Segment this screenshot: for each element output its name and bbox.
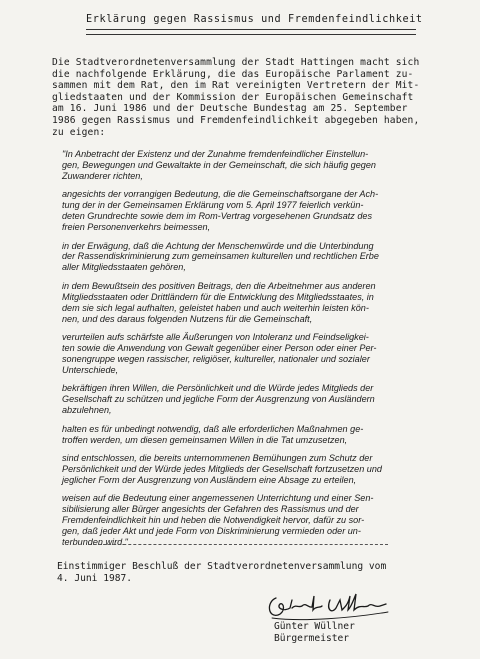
paragraph-line: sibilisierung aller Bürger angesichts der Gefahren des Rassismus und der <box>62 504 359 515</box>
dashed-separator <box>88 544 388 545</box>
declaration-paragraph <box>62 383 442 416</box>
paragraph-line: abzulehnen, <box>62 405 112 416</box>
paragraph-line: troffen werden, um diesen gemeinsamen Willen in die Tat umzusetzen, <box>62 434 348 445</box>
declaration-paragraph <box>62 453 442 486</box>
declaration-paragraph <box>62 493 442 548</box>
declaration-paragraph <box>62 189 442 233</box>
paragraph-line: angesichts der vorrangigen Bedeutung, die die Gemeinschaftsorgane der Ach- <box>62 189 379 200</box>
paragraph-line: nen, und des daraus folgenden Nutzens für die Gemeinschaft, <box>62 313 313 324</box>
paragraph-line: terbunden wird." <box>62 536 128 547</box>
paragraph-line: gen, daß jeder Akt und jede Form von Diskriminierung vermieden oder un- <box>62 526 361 537</box>
declaration-paragraph <box>62 332 442 376</box>
paragraph-line: jeglicher Form der Ausgrenzung von Ausländern eine Absage zu erteilen, <box>62 474 357 485</box>
intro-line: Die Stadtverordnetenversammlung der Stadt Hattingen macht sich <box>52 57 420 68</box>
paragraph-line: gen, Bewegungen und Gewaltakte in der Gemeinschaft, die sich häufig gegen <box>62 159 376 170</box>
paragraph-line: Zuwanderer richten, <box>62 170 143 181</box>
intro-line: am 16. Juni 1986 und der Deutsche Bundestag am 25. September <box>52 103 408 115</box>
declaration-paragraph <box>62 241 442 274</box>
signer-block <box>274 621 355 644</box>
resolution-note <box>57 561 386 584</box>
paragraph-line: Gesellschaft zu schützen und jegliche Form der Ausgrenzung von Ausländern <box>62 394 375 405</box>
intro-line: sammen mit dem Rat, den im Rat vereinigten Vertretern der Mit- <box>52 80 420 92</box>
paragraph-line: weisen auf die Bedeutung einer angemessenen Unterrichtung und einer Sen- <box>62 493 374 504</box>
title-double-rule <box>86 29 416 35</box>
paragraph-line: halten es für unbedingt notwendig, daß alle erforderlichen Maßnahmen ge- <box>62 423 364 434</box>
intro-line: die nachfolgende Erklärung, die das Europäische Parlament zu- <box>52 68 414 80</box>
declaration-body <box>62 149 442 555</box>
intro-block <box>52 57 444 138</box>
intro-line: zu eigen: <box>52 126 106 138</box>
paragraph-line: "In Anbetracht der Existenz und der Zunahme fremdenfeindlicher Einstellun- <box>62 149 369 159</box>
intro-line: gliedstaaten und der Kommission der Europäischen Gemeinschaft <box>52 91 414 103</box>
document-title: Erklärung gegen Rassismus und Fremdenfeindlichkeit <box>86 14 423 25</box>
paragraph-line: Unterschiede, <box>62 364 119 375</box>
paragraph-line: tung der in der Gemeinsamen Erklärung vom 5. April 1977 feierlich verkün- <box>62 200 364 211</box>
declaration-paragraph <box>62 424 442 446</box>
resolution-line: Einstimmiger Beschluß der Stadtverordnetenversammlung vom <box>57 561 387 572</box>
paragraph-line: in der Erwägung, daß die Achtung der Menschenwürde und die Unterbindung <box>62 240 374 251</box>
declaration-paragraph <box>62 281 442 325</box>
intro-line: 1986 gegen Rassismus und Fremdenfeindlichkeit abgegeben haben, <box>52 114 420 126</box>
paragraph-line: bekräftigen ihren Willen, die Persönlichkeit und die Würde jedes Mitglieds der <box>62 383 374 394</box>
declaration-paragraph <box>62 149 442 182</box>
paragraph-line: deten Grundrechte sowie dem im Rom-Vertrag vorgesehenen Grundsatz des <box>62 211 373 222</box>
resolution-line: 4. Juni 1987. <box>57 572 133 584</box>
paragraph-line: in dem Bewußtsein des positiven Beitrags, den die Arbeitnehmer aus anderen <box>62 280 376 291</box>
paragraph-line: der Rassendiskriminierung zum gemeinsamen kulturellen und rechtlichen Erbe <box>62 251 379 262</box>
paragraph-line: aller Mitgliedsstaaten gehören, <box>62 262 186 273</box>
paragraph-line: dem sie sich legal aufhalten, geleistet haben und auch weiterhin leisten kön- <box>62 302 369 313</box>
paragraph-line: Fremdenfeindlichkeit hin und heben die Notwendigkeit hervor, dafür zu sor- <box>62 515 365 526</box>
paragraph-line: sonengruppe wegen rassischer, religiöser, kultureller, nationaler und sozialer <box>62 353 370 364</box>
signer-name: Günter Wüllner <box>274 621 355 632</box>
paragraph-line: Mitgliedsstaaten oder Drittländern für die Entwicklung des Mitgliedsstaates, in <box>62 291 374 302</box>
paragraph-line: verurteilen aufs schärfste alle Äußerungen von Intoleranz und Feindseligkei- <box>62 332 369 343</box>
signer-title: Bürgermeister <box>274 632 350 644</box>
paragraph-line: ten sowie die Anwendung von Gewalt gegenüber einer Person oder einer Per- <box>62 342 377 353</box>
paragraph-line: freien Personenverkehrs beimessen, <box>62 222 211 233</box>
paragraph-line: Persönlichkeit und der Würde jedes Mitglieds der Gesellschaft fortzusetzen und <box>62 463 382 474</box>
paragraph-line: sind entschlossen, die bereits unternommenen Bemühungen zum Schutz der <box>62 453 373 463</box>
